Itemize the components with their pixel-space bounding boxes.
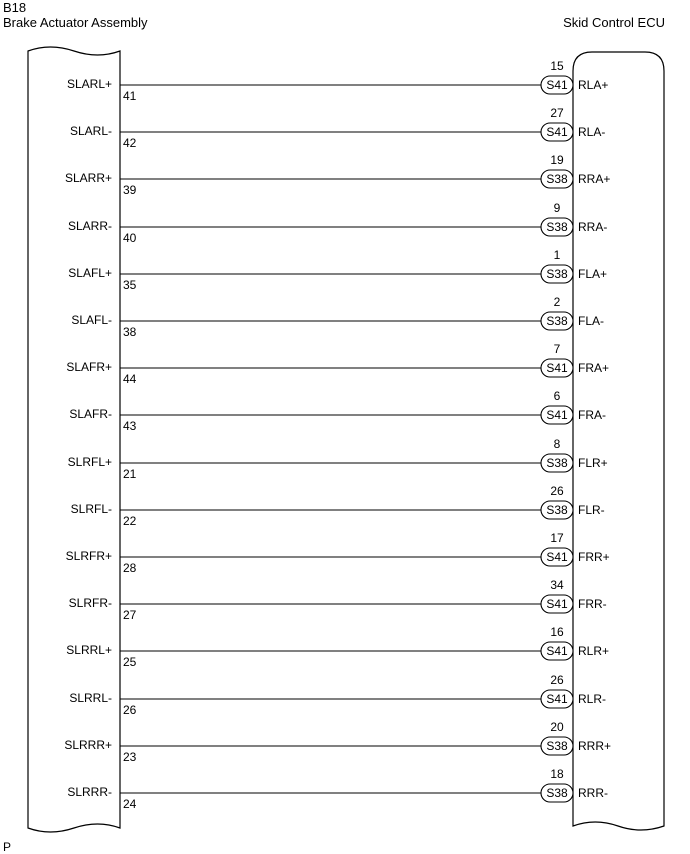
right-signal-label: RLR+ [578, 644, 610, 658]
skid-control-ecu-box [573, 52, 664, 830]
connector-code: S38 [546, 314, 568, 328]
connector-code: S41 [546, 550, 568, 564]
left-pin-number: 39 [123, 183, 137, 197]
left-pin-number: 28 [123, 561, 137, 575]
left-signal-label: SLAFL- [71, 313, 112, 327]
connector-code: S41 [546, 78, 568, 92]
right-component-name: Skid Control ECU [563, 15, 665, 30]
connector-code: S38 [546, 456, 568, 470]
right-pin-number: 8 [553, 437, 561, 451]
right-signal-label: RLR- [578, 692, 607, 706]
right-signal-label: RRR- [578, 786, 608, 800]
connector-code: S41 [546, 408, 568, 422]
connector-code: S38 [546, 172, 568, 186]
left-signal-label: SLRRL+ [66, 643, 112, 657]
left-signal-label: SLARL- [69, 124, 112, 138]
left-pin-number: 27 [123, 608, 137, 622]
wire-row [71, 295, 604, 339]
left-pin-number: 44 [123, 372, 137, 386]
connector-code: S38 [546, 786, 568, 800]
left-signal-label: SLRFL- [70, 502, 112, 516]
wire-rows [64, 59, 611, 811]
right-signal-label: FRR- [578, 597, 607, 611]
right-signal-label: FLA+ [578, 267, 608, 281]
wire-row [68, 437, 608, 481]
left-pin-number: 24 [123, 797, 137, 811]
left-pin-number: 38 [123, 325, 137, 339]
wire-row [68, 201, 607, 245]
connector-code: S41 [546, 597, 568, 611]
wire-row [67, 59, 608, 103]
footer-mark: P [3, 840, 12, 854]
wire-row [67, 767, 608, 811]
right-pin-number: 26 [550, 484, 564, 498]
right-pin-number: 20 [550, 720, 564, 734]
right-signal-label: FRR+ [578, 550, 610, 564]
left-signal-label: SLRRR- [67, 785, 112, 799]
left-component-code: B18 [3, 0, 27, 15]
right-pin-number: 18 [550, 767, 564, 781]
connector-code: S41 [546, 692, 568, 706]
right-pin-number: 9 [553, 201, 561, 215]
left-pin-number: 42 [123, 136, 137, 150]
wire-row [69, 389, 606, 433]
left-signal-label: SLARL+ [66, 77, 112, 91]
right-signal-label: FLR- [578, 503, 605, 517]
left-signal-label: SLAFL+ [68, 266, 112, 280]
left-signal-label: SLRFL+ [67, 455, 112, 469]
left-signal-label: SLARR+ [64, 171, 112, 185]
wire-row [71, 484, 605, 528]
right-pin-number: 26 [550, 673, 564, 687]
left-signal-label: SLAFR+ [66, 360, 112, 374]
right-signal-label: FLA- [578, 314, 605, 328]
right-signal-label: FRA+ [578, 361, 610, 375]
right-signal-label: RRA- [578, 220, 608, 234]
wire-row [69, 578, 607, 622]
wire-row [69, 673, 606, 717]
left-signal-label: SLRFR+ [65, 549, 112, 563]
left-signal-label: SLRFR- [68, 596, 112, 610]
left-pin-number: 23 [123, 750, 137, 764]
right-pin-number: 17 [550, 531, 564, 545]
left-component-name: Brake Actuator Assembly [3, 15, 148, 30]
connector-code: S38 [546, 220, 568, 234]
wire-row [68, 248, 607, 292]
wire-row [70, 106, 605, 150]
right-signal-label: RRR+ [578, 739, 612, 753]
connector-code: S41 [546, 361, 568, 375]
right-pin-number: 1 [553, 248, 561, 262]
left-signal-label: SLRRR+ [64, 738, 112, 752]
left-pin-number: 35 [123, 278, 137, 292]
right-pin-number: 27 [550, 106, 564, 120]
right-signal-label: RRA+ [578, 172, 611, 186]
right-pin-number: 2 [553, 295, 561, 309]
right-signal-label: FLR+ [578, 456, 608, 470]
right-pin-number: 19 [550, 153, 564, 167]
connector-code: S41 [546, 125, 568, 139]
connector-code: S38 [546, 503, 568, 517]
wire-row [66, 342, 609, 386]
left-pin-number: 25 [123, 655, 137, 669]
connector-code: S38 [546, 739, 568, 753]
connector-code: S38 [546, 267, 568, 281]
right-pin-number: 34 [550, 578, 564, 592]
right-signal-label: RLA+ [578, 78, 609, 92]
wire-row [64, 720, 611, 764]
right-signal-label: RLA- [578, 125, 606, 139]
left-pin-number: 21 [123, 467, 137, 481]
wire-row [66, 625, 609, 669]
left-signal-label: SLRRL- [69, 691, 112, 705]
right-pin-number: 6 [553, 389, 561, 403]
right-signal-label: FRA- [578, 408, 606, 422]
wire-row [66, 531, 610, 575]
left-pin-number: 26 [123, 703, 137, 717]
left-signal-label: SLAFR- [69, 407, 112, 421]
connector-code: S41 [546, 644, 568, 658]
left-pin-number: 22 [123, 514, 137, 528]
left-pin-number: 43 [123, 419, 137, 433]
left-pin-number: 41 [123, 89, 137, 103]
left-pin-number: 40 [123, 231, 137, 245]
brake-actuator-box [28, 47, 120, 832]
left-signal-label: SLARR- [67, 219, 112, 233]
right-pin-number: 15 [550, 59, 564, 73]
wire-row [65, 153, 610, 197]
right-pin-number: 16 [550, 625, 564, 639]
right-pin-number: 7 [553, 342, 561, 356]
